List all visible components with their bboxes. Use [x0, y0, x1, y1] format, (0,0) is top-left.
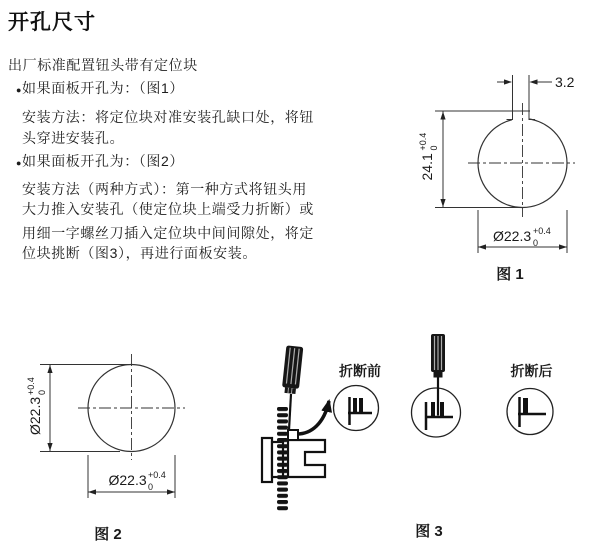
body-line: 位块挑断（图3），再进行面板安装。	[22, 245, 257, 261]
bullet-icon: ●	[16, 85, 23, 95]
bullet-item-2	[8, 154, 184, 169]
notch-gap	[512, 106, 530, 121]
screwdriver-icon	[431, 334, 445, 378]
intro-line: 出厂标准配置钮头带有定位块	[8, 57, 198, 73]
svg-text:+0.4: +0.4	[533, 226, 551, 236]
figure-1-caption: 图 1	[496, 266, 524, 283]
body-line: 安装方法（两种方式）：第一种方式将钮头用	[22, 181, 307, 197]
svg-text:24.1: 24.1	[419, 153, 435, 181]
figure-2-caption: 图 2	[94, 526, 122, 543]
bullet-icon: ●	[16, 158, 23, 168]
figure-3-drawing	[245, 330, 580, 545]
threaded-stem	[277, 407, 288, 512]
diameter-dim-vertical	[26, 377, 47, 435]
knob-assembly	[262, 407, 325, 512]
locating-block	[288, 430, 298, 440]
diameter-dim	[493, 226, 551, 248]
body-line: 大力推入安装孔（使定位块上端受力折断）或	[22, 201, 314, 217]
svg-text:Ø22.3: Ø22.3	[108, 472, 147, 488]
svg-text:Ø22.3: Ø22.3	[493, 228, 532, 244]
height-dim	[418, 133, 439, 181]
before-break-label: 折断前	[339, 363, 381, 379]
svg-text:+0.4: +0.4	[148, 470, 166, 480]
body-line: 用细一字螺丝刀插入定位块中间间隙处，将定	[22, 225, 314, 241]
after-break-label: 折断后	[510, 363, 553, 379]
svg-text:0: 0	[429, 145, 439, 151]
diameter-dim-horizontal	[109, 470, 166, 492]
svg-text:+0.4: +0.4	[418, 132, 428, 151]
svg-text:Ø22.3: Ø22.3	[27, 396, 43, 435]
page-title: 开孔尺寸	[8, 11, 96, 34]
detail-breaking	[412, 378, 461, 438]
svg-text:0: 0	[533, 238, 539, 248]
figure-2-drawing	[20, 350, 220, 550]
svg-text:0: 0	[148, 482, 154, 492]
callout-arrow-icon	[297, 401, 329, 434]
bullet-item-1	[8, 81, 184, 96]
body-line: 头穿进安装孔。	[22, 130, 125, 146]
body-line: 安装方法：将定位块对准安装孔缺口处，将钮	[22, 109, 314, 125]
slot-width-dim: 3.2	[555, 74, 575, 90]
bullet-2-text: 如果面板开孔为：（图2）	[22, 153, 184, 169]
svg-text:+0.4: +0.4	[26, 377, 36, 395]
figure-3-caption: 图 3	[415, 523, 443, 540]
svg-text:0: 0	[37, 389, 47, 395]
bullet-1-text: 如果面板开孔为：（图1）	[22, 80, 184, 96]
figure-1-drawing	[410, 60, 605, 295]
detail-before-break	[334, 386, 379, 431]
detail-after-break	[507, 389, 553, 435]
